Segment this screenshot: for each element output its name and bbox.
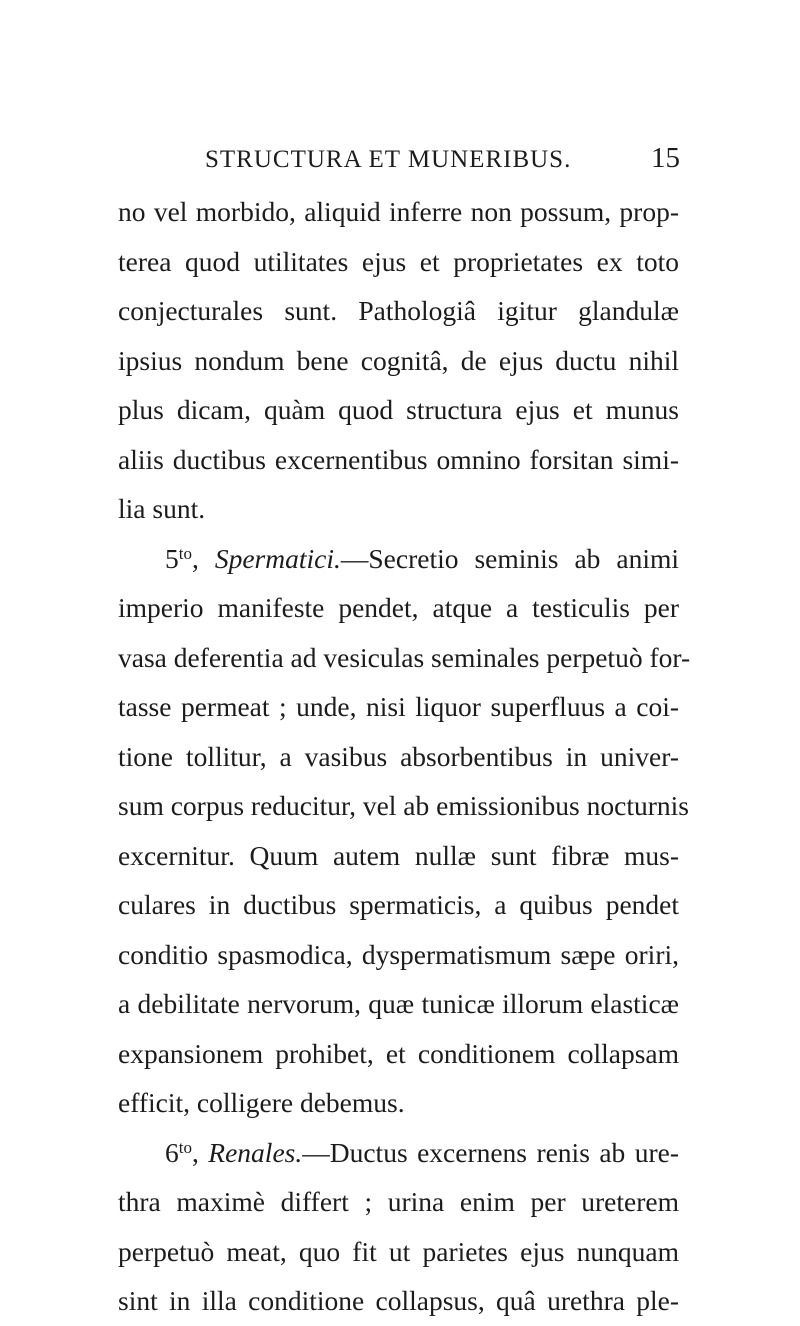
section-comma: ,: [191, 542, 199, 574]
section-number-suffix: to: [178, 1137, 192, 1157]
text-line: culares in ductibus spermaticis, a quibus pendet: [118, 889, 679, 920]
section-lead-text: —Ductus excernens renis ab ure-: [302, 1136, 679, 1168]
text-line: aliis ductibus excernentibus omnino forsitan simi-: [118, 443, 679, 475]
text-line: sint in illa conditione collapsus, quâ urethra ple-: [118, 1285, 679, 1316]
section-heading-line: [118, 534, 679, 584]
text-line: a debilitate nervorum, quæ tunicæ illorum elasticæ: [118, 988, 679, 1019]
text-line: excernitur. Quum autem nullæ sunt fibræ mus-: [118, 839, 679, 871]
text-line: lia sunt.: [118, 493, 206, 524]
text-line: plus dicam, quàm quod structura ejus et munus: [118, 394, 679, 425]
body-text: [118, 187, 691, 1326]
section-lead-text: —Secretio seminis ab animi: [340, 542, 680, 574]
section-number: [165, 1137, 192, 1168]
section-number-digit: 6: [165, 1136, 179, 1168]
text-line: thra maximè differt ; urina enim per ureterem: [118, 1186, 679, 1217]
page-number: 15: [651, 142, 680, 174]
section-title: Spermatici.: [214, 542, 341, 574]
text-line: sum corpus reducitur, vel ab emissionibus nocturnis: [118, 790, 689, 821]
section-comma: ,: [191, 1136, 199, 1168]
text-line: vasa deferentia ad vesiculas seminales perpetuò for-: [118, 641, 691, 673]
running-title: STRUCTURA ET MUNERIBUS.: [205, 146, 572, 173]
section-number: [165, 543, 192, 574]
text-line: no vel morbido, aliquid inferre non possum, prop-: [118, 196, 679, 227]
text-line: tasse permeat ; unde, nisi liquor superfluus a coi-: [118, 691, 679, 722]
section-title: Renales.: [208, 1136, 303, 1168]
text-line: perpetuò meat, quo fit ut parietes ejus nunquam: [118, 1235, 679, 1267]
text-line: terea quod utilitates ejus et proprietates ex toto: [118, 245, 679, 277]
text-line: conjecturales sunt. Pathologiâ igitur glandulæ: [118, 295, 679, 326]
section-heading-line: [118, 1128, 679, 1178]
section-number-suffix: to: [178, 543, 192, 563]
text-line: ipsius nondum bene cognitâ, de ejus ductu nihil: [118, 344, 679, 376]
text-line: efficit, colligere debemus.: [118, 1087, 405, 1118]
running-head: [205, 142, 680, 178]
text-line: conditio spasmodica, dyspermatismum sæpe oriri,: [118, 938, 679, 970]
section-number-digit: 5: [165, 542, 179, 574]
text-line: tione tollitur, a vasibus absorbentibus in univer-: [118, 740, 679, 772]
text-line: imperio manifeste pendet, atque a testiculis per: [118, 592, 679, 623]
text-line: expansionem prohibet, et conditionem collapsam: [118, 1037, 679, 1069]
